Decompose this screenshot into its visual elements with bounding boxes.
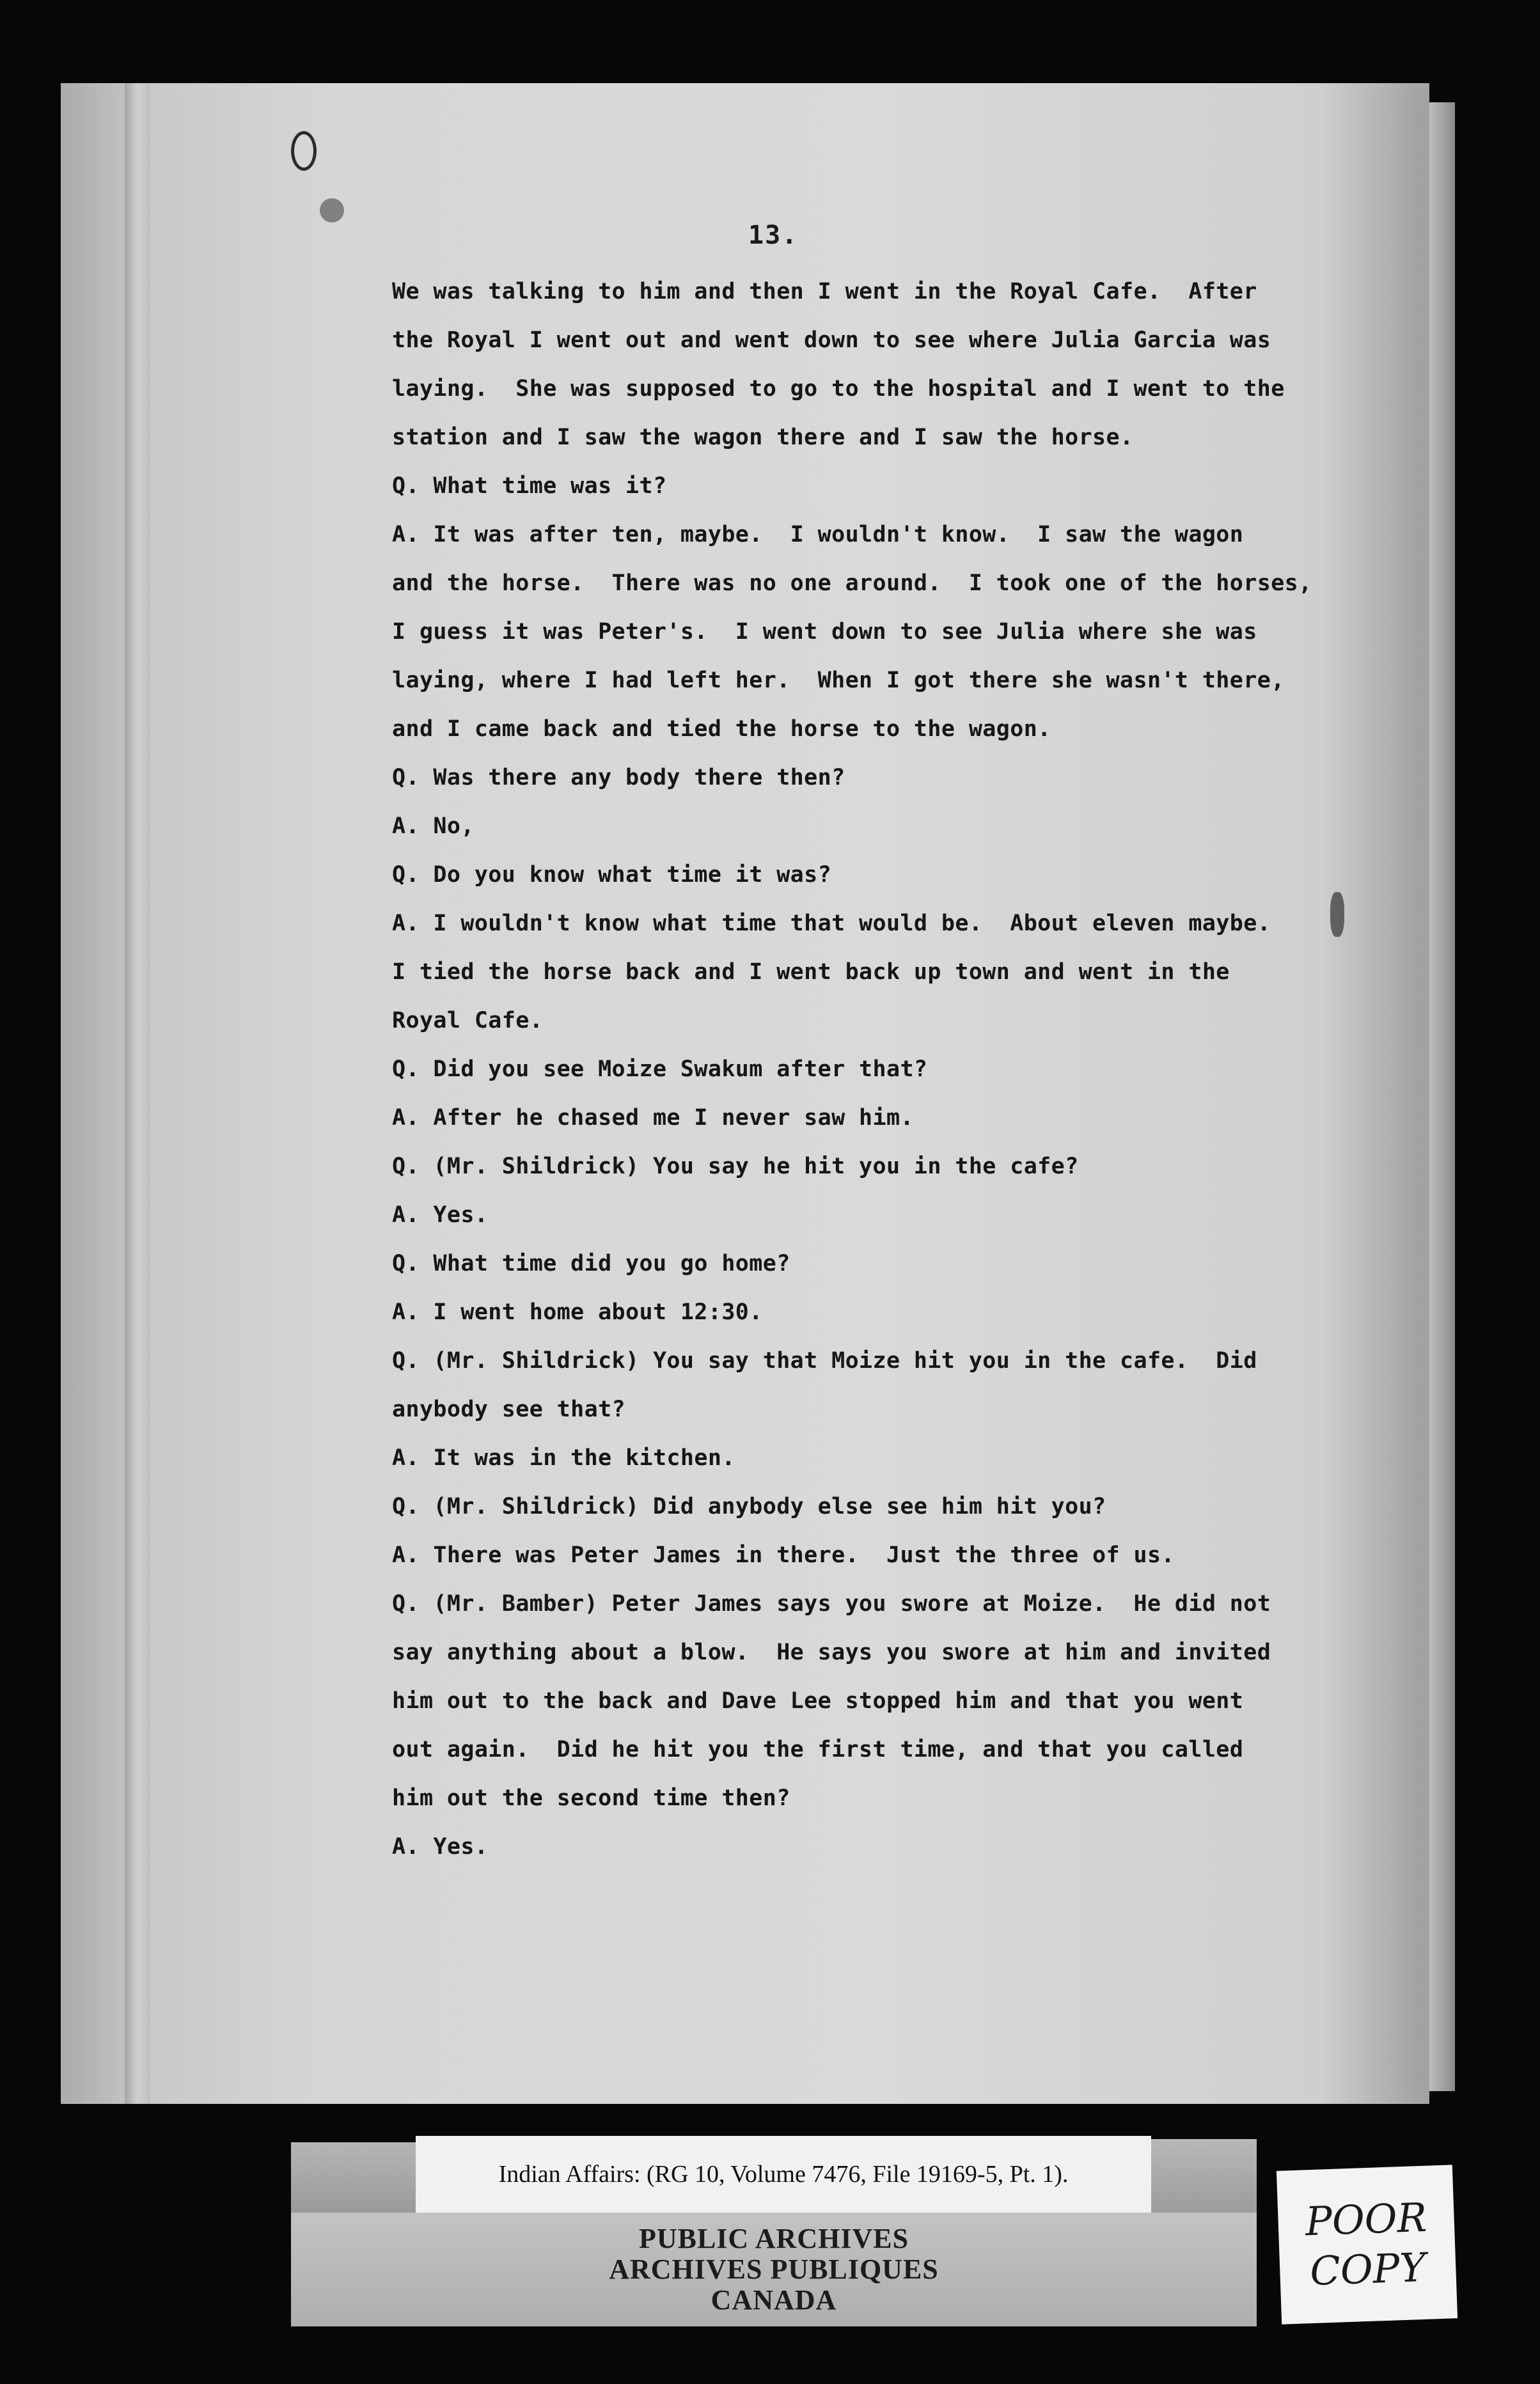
transcript-line: I guess it was Peter's. I went down to see Julia where she was bbox=[392, 619, 1257, 645]
transcript-line: and I came back and tied the horse to the wagon. bbox=[392, 716, 1051, 742]
transcript-line: Q. What time was it? bbox=[392, 473, 667, 499]
transcript-line: Q. What time did you go home? bbox=[392, 1251, 790, 1276]
page-fold bbox=[125, 83, 150, 2104]
stamp-line-1: PUBLIC ARCHIVES bbox=[638, 2223, 909, 2254]
transcript-line: A. I wouldn't know what time that would be. About eleven maybe. bbox=[392, 911, 1271, 936]
transcript-line: Q. (Mr. Shildrick) You say that Moize hit you in the cafe. Did bbox=[392, 1348, 1257, 1374]
archive-stamp bbox=[291, 2213, 1257, 2326]
archive-reference-text: Indian Affairs: (RG 10, Volume 7476, File 19169-5, Pt. 1). bbox=[498, 2161, 1069, 2188]
stamp-line-2: ARCHIVES PUBLIQUES bbox=[609, 2254, 939, 2285]
transcript-line: A. It was after ten, maybe. I wouldn't know. I saw the wagon bbox=[392, 522, 1244, 547]
transcript-line: laying, where I had left her. When I got there she wasn't there, bbox=[392, 668, 1285, 693]
transcript-line: Q. (Mr. Shildrick) Did anybody else see him hit you? bbox=[392, 1494, 1106, 1519]
transcript-line: say anything about a blow. He says you swore at him and invited bbox=[392, 1640, 1271, 1665]
transcript-line: A. There was Peter James in there. Just the three of us. bbox=[392, 1542, 1175, 1568]
transcript-line: Q. (Mr. Bamber) Peter James says you swore at Moize. He did not bbox=[392, 1591, 1271, 1617]
transcript-line: A. I went home about 12:30. bbox=[392, 1299, 763, 1325]
poor-copy-line-2: COPY bbox=[1309, 2243, 1427, 2295]
stamp-tab-right bbox=[1151, 2139, 1257, 2213]
transcript-line: him out the second time then? bbox=[392, 1785, 790, 1811]
poor-copy-note bbox=[1277, 2165, 1458, 2324]
transcript-line: Q. Did you see Moize Swakum after that? bbox=[392, 1056, 928, 1082]
transcript-line: We was talking to him and then I went in the Royal Cafe. After bbox=[392, 279, 1257, 304]
transcript-line: I tied the horse back and I went back up town and went in the bbox=[392, 959, 1230, 985]
transcript-line: Q. (Mr. Shildrick) You say he hit you in the cafe? bbox=[392, 1154, 1079, 1179]
ink-spot bbox=[320, 198, 344, 223]
transcript-line: Q. Do you know what time it was? bbox=[392, 862, 832, 888]
transcript-line: station and I saw the wagon there and I saw the horse. bbox=[392, 425, 1134, 450]
archive-reference-label bbox=[416, 2136, 1151, 2213]
transcript-line: A. It was in the kitchen. bbox=[392, 1445, 735, 1471]
transcript-line: anybody see that? bbox=[392, 1397, 626, 1422]
stamp-line-3: CANADA bbox=[711, 2284, 837, 2316]
transcript-line: out again. Did he hit you the first time, and that you called bbox=[392, 1737, 1244, 1762]
transcript-line: the Royal I went out and went down to see where Julia Garcia was bbox=[392, 327, 1271, 353]
poor-copy-line-1: POOR bbox=[1304, 2193, 1428, 2245]
transcript-line: laying. She was supposed to go to the hospital and I went to the bbox=[392, 376, 1285, 402]
transcript-body bbox=[392, 267, 1377, 1871]
transcript-line: A. Yes. bbox=[392, 1202, 489, 1228]
transcript-line: A. No, bbox=[392, 813, 475, 839]
transcript-line: A. After he chased me I never saw him. bbox=[392, 1105, 914, 1131]
transcript-line: and the horse. There was no one around. I took one of the horses, bbox=[392, 570, 1312, 596]
stamp-tab-left bbox=[291, 2142, 416, 2213]
transcript-line: Q. Was there any body there then? bbox=[392, 765, 845, 790]
transcript-line: A. Yes. bbox=[392, 1834, 489, 1860]
transcript-line: him out to the back and Dave Lee stopped him and that you went bbox=[392, 1688, 1244, 1714]
transcript-line: Royal Cafe. bbox=[392, 1008, 544, 1033]
page-number: 13. bbox=[748, 221, 799, 250]
punch-hole-mark bbox=[291, 131, 317, 171]
